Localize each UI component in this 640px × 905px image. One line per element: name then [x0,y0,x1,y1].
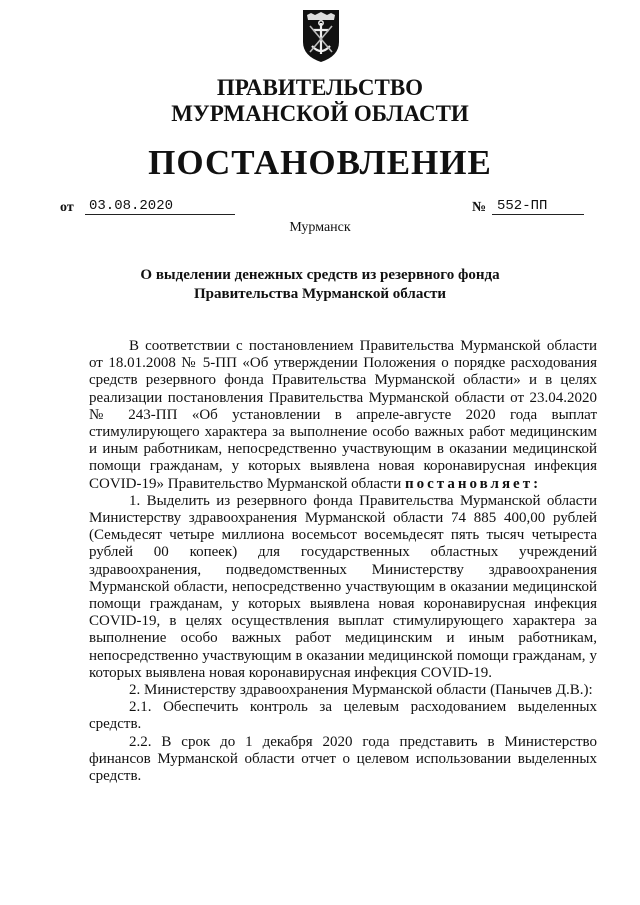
government-name-line1: ПРАВИТЕЛЬСТВО [216,75,424,100]
city: Мурманск [289,220,351,235]
date-number-row [60,200,590,220]
item-1: 1. Выделить из резервного фонда Правительства Мурманской области Министерству здравоохранения Мурманской области 74 885 400,00 рублей (Семьдесят четыре миллиона восемьсот восемьдесят пять тысяч четыреста рублей 00 копеек) для государственных областных учреждений здравоохранения, подведомственных Министерству здравоохранения Мурманской области, непосредственно участвующим в оказании медицинской помощи гражданам, у которых выявлена новая коронавирусная инфекция COVID-19, в целях осуществления выплат стимулирующего характера за выполнение особо важных работ медицинским и иным работникам, непосредственно участвующим в оказании медицинской помощи гражданам, у которых выявлена новая коронавирусная инфекция COVID-19. [89,492,597,681]
preamble-paragraph [89,338,597,493]
decree-word: постановляет: [405,475,542,492]
document-number: 552-ПП [492,198,584,215]
document-title-line2: Правительства Мурманской области [193,286,447,302]
number-prefix: № [472,200,487,215]
coat-of-arms-icon [301,8,341,64]
date-prefix: от [60,200,74,215]
document-title-line1: О выделении денежных средств из резервного фонда [140,267,500,283]
item-2-1: 2.1. Обеспечить контроль за целевым расходованием выделенных средств. [89,699,597,733]
government-name-line2: МУРМАНСКОЙ ОБЛАСТИ [171,101,469,126]
government-name [0,75,640,127]
item-2-2: 2.2. В срок до 1 декабря 2020 года представить в Министерство финансов Мурманской области отчет о целевом использовании выделенных средств. [89,733,597,785]
document-type: ПОСТАНОВЛЕНИЕ [148,143,492,182]
item-2: 2. Министерству здравоохранения Мурманской области (Панычев Д.В.): [129,682,593,699]
document-title [120,266,520,304]
preamble-text: В соответствии с постановлением Правительства Мурманской области от 18.01.2008 № 5-ПП «Об утверждении Положения о порядке расходования средств резервного фонда Правительства Мурманской области» и в целях реализации постановления Правительства Мурманской области от 23.04.2020 № 243-ПП «Об установлении в апреле-августе 2020 года выплат стимулирующего характера за выполнение особо важных работ медицинским и иным работникам, непосредственно участвующим в оказании медицинской помощи гражданам, у которых выявлена новая коронавирусная инфекция COVID-19» Правительство Мурманской области [89,338,597,492]
document-body [89,338,597,785]
document-date: 03.08.2020 [85,198,235,215]
